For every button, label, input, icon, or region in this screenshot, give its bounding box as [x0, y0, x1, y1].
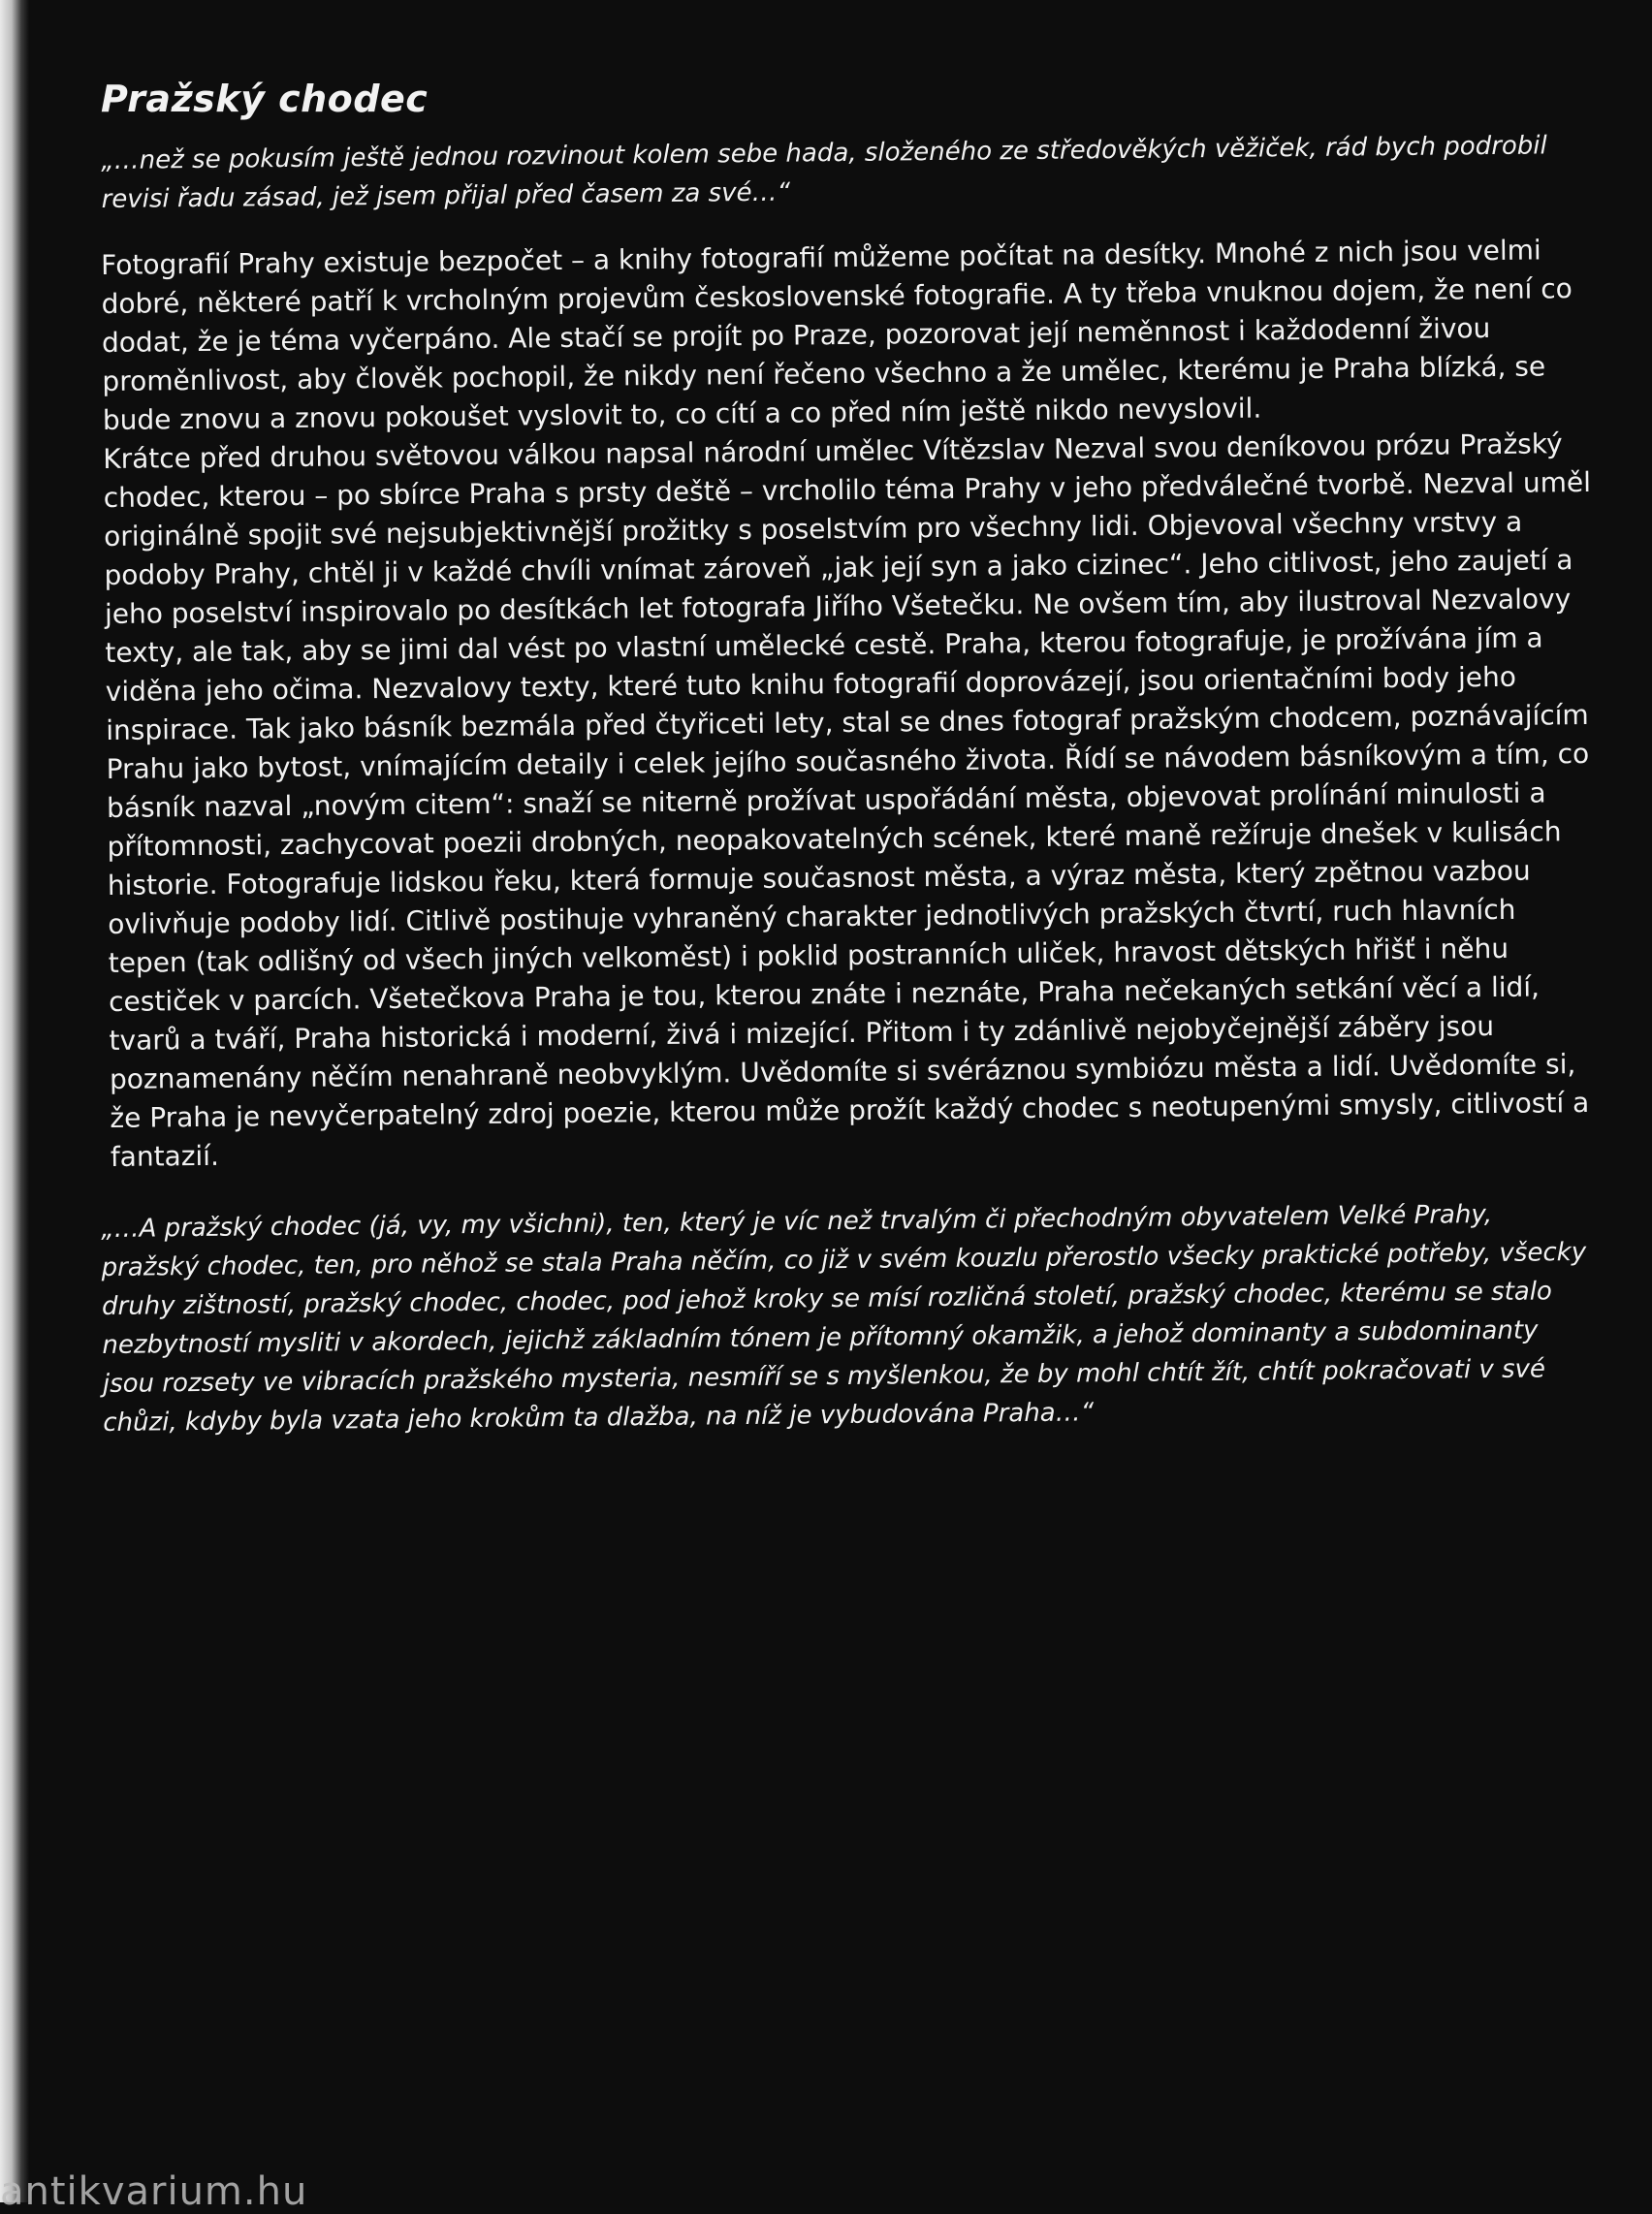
page-title: Pražský chodec [101, 78, 429, 120]
intro-quote: „…než se pokusím ještě jednou rozvinout kolem sebe hada, složeného ze středověkých věžiček, rád bych podrobil revisi řadu zásad, jež jsem přijal před časem za své…“ [101, 131, 1547, 214]
page-edge [0, 0, 29, 2202]
document-content [101, 78, 1594, 1442]
body-text [101, 231, 1604, 1177]
paragraph-1: Fotografií Prahy existuje bezpočet – a knihy fotografií můžeme počítat na desítky. Mnohé z nich jsou velmi dobré, některé patří k vrcholným projevům československé fotografie. A ty třeba vnuknou dojem, že není co dodat, že je téma vyčerpáno. Ale stačí se projít po Praze, pozorovat její neměnnost i každodenní živou proměnlivost, aby člověk pochopil, že nikdy není řečeno všechno a že umělec, kterému je Praha blízká, se bude znovu a znovu pokoušet vyslovit to, co cítí a co před ním ještě nikdo nevyslovil. [101, 234, 1573, 436]
paragraph-2: Krátce před druhou světovou válkou napsal národní umělec Vítězslav Nezval svou deníkovou prózu Pražský chodec, kterou – po sbírce Praha s prsty deště – vrcholilo téma Prahy v jeho předválečné tvorbě. Nezval uměl originálně spojit své nejsubjektivnější prožitky s poselstvím pro všechny lidi. Objevoval všechny vrstvy a podoby Prahy, chtěl ji v každé chvíli vnímat zároveň „jak její syn a jako cizinec“. Jeho citlivost, jeho zaujetí a jeho poselství inspirovalo po desítkách let fotografa Jiřího Všetečku. Ne ovšem tím, aby ilustroval Nezvalovy texty, ale tak, aby se jimi dal vést po vlastní umělecké cestě. Praha, kterou fotografuje, je prožívána jím a viděna jeho očima. Nezvalovy texty, které tuto knihu fotografií doprovázejí, jsou orientačními body jeho inspirace. Tak jako básník bezmála před čtyřiceti lety, stal se dnes fotograf pražským chodcem, poznávajícím Prahu jako bytost, vnímajícím detaily i celek jejího současného života. Řídí se návodem básníkovým a tím, co básník nazval „novým citem“: snaží se niterně prožívat uspořádání města, objevovat prolínání minulosti a přítomnosti, zachycovat poezii drobných, neopakovatelných scének, které maně režíruje dnešek v kulisách historie. Fotografuje lidskou řeku, která formuje současnost města, a výraz města, který zpětnou vazbou ovlivňuje podoby lidí. Citlivě postihuje vyhraněný charakter jednotlivých pražských čtvrtí, ruch hlavních tepen (tak odlišný od všech jiných velkoměst) i poklid postranních uliček, hravost dětských hřišť i něhu cestiček v parcích. Všetečkova Praha je tou, kterou znáte i neznáte, Praha nečekaných setkání věcí a lidí, tvarů a tváří, Praha historická i moderní, živá i mizející. Přitom i ty zdánlivě nejobyčejnější záběry jsou poznamenány něčím nenahraně neobvyklým. Uvědomíte si svéráznou symbiózu města a lidí. Uvědomíte si, že Praha je nevyčerpatelný zdroj poezie, kterou může prožít každý chodec s neotupenými smysly, citlivostí a fantazií. [103, 427, 1592, 1173]
closing-quote: „…A pražský chodec (já, vy, my všichni), ten, který je víc než trvalým či přechodným obyvatelem Velké Prahy, pražský chodec, ten, pro něhož se stala Praha něčím, co již v svém kouzlu přerostlo všecky praktické potřeby, všecky druhy zištností, pražský chodec, chodec, pod jehož kroky se mísí rozličná století, pražský chodec, kterému se stalo nezbytností mysliti v akordech, jejichž základním tónem je přítomný okamžik, a jehož dominanty a subdominanty jsou rozsety ve vibracích pražského mysteria, nesmíří se s myšlenkou, že by mohl chtít žít, chtít pokračovati v své chůzi, kdyby byla vzata jeho krokům ta dlažba, na níž je vybudována Praha…“ [101, 1199, 1587, 1438]
watermark: antikvarium.hu [0, 2169, 308, 2214]
